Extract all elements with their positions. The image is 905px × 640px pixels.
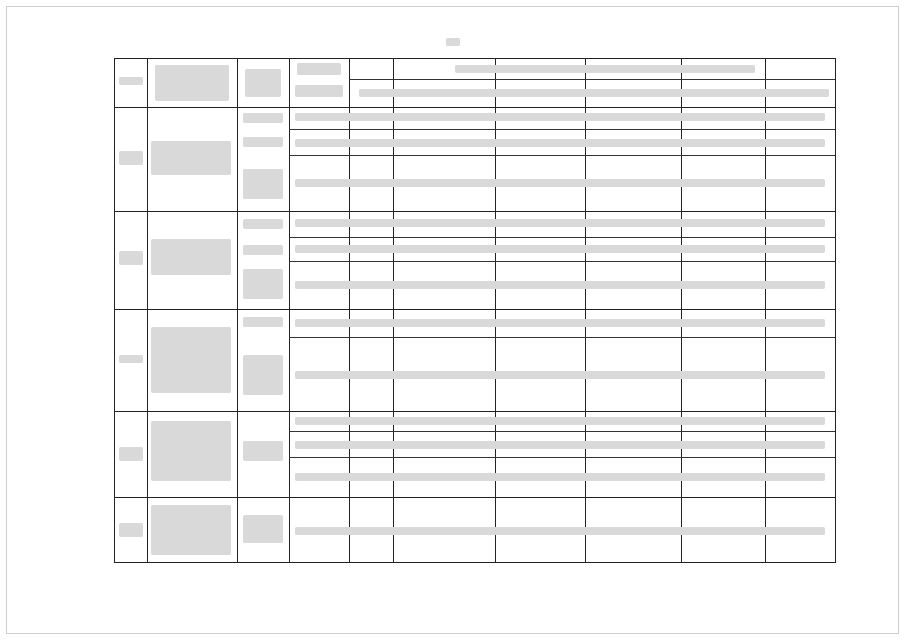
row-text-block: [243, 169, 283, 199]
row-text-block: [243, 219, 283, 229]
row-text-block: [151, 141, 231, 175]
column-divider: [393, 59, 394, 562]
row-text-block: [243, 355, 283, 395]
header-text-block: [359, 89, 829, 97]
budget-table: [114, 58, 836, 563]
row-text-block: [243, 245, 283, 255]
section-divider: [115, 497, 835, 498]
column-divider: [147, 59, 148, 562]
column-divider: [495, 59, 496, 562]
header-subdivider: [349, 79, 835, 80]
row-text-block: [243, 113, 283, 123]
row-divider: [289, 431, 835, 432]
row-text-block: [151, 239, 231, 275]
row-text-block: [151, 505, 231, 555]
column-divider: [349, 59, 350, 562]
row-text-block: [119, 447, 143, 461]
page-number: [446, 38, 460, 46]
section-divider: [115, 411, 835, 412]
column-divider: [681, 59, 682, 562]
row-divider: [289, 261, 835, 262]
row-text-block: [151, 327, 231, 393]
column-divider: [237, 59, 238, 562]
row-divider: [289, 237, 835, 238]
row-text-block: [119, 355, 143, 363]
row-text-block: [119, 523, 143, 537]
header-text-block: [245, 69, 281, 97]
row-text-block: [243, 137, 283, 147]
row-text-block: [295, 113, 825, 121]
row-text-block: [295, 245, 825, 253]
header-text-block: [295, 85, 343, 97]
row-text-block: [151, 421, 231, 481]
row-text-block: [119, 151, 143, 165]
column-divider: [585, 59, 586, 562]
row-divider: [289, 155, 835, 156]
row-text-block: [295, 371, 825, 379]
column-divider: [289, 59, 290, 562]
row-text-block: [295, 139, 825, 147]
row-text-block: [295, 281, 825, 289]
header-text-block: [155, 65, 229, 101]
row-text-block: [295, 473, 825, 481]
row-text-block: [295, 441, 825, 449]
row-text-block: [295, 319, 825, 327]
section-divider: [115, 211, 835, 212]
row-text-block: [119, 251, 143, 265]
row-text-block: [295, 527, 825, 535]
row-divider: [289, 457, 835, 458]
header-text-block: [297, 63, 341, 75]
row-divider: [289, 129, 835, 130]
row-text-block: [243, 515, 283, 543]
row-text-block: [243, 441, 283, 461]
row-text-block: [295, 417, 825, 425]
header-divider: [115, 107, 835, 108]
section-divider: [115, 309, 835, 310]
header-text-block: [455, 65, 755, 73]
row-text-block: [295, 219, 825, 227]
column-divider: [765, 59, 766, 562]
row-divider: [289, 337, 835, 338]
row-text-block: [243, 269, 283, 299]
row-text-block: [295, 179, 825, 187]
header-text-block: [119, 77, 143, 85]
row-text-block: [243, 317, 283, 327]
